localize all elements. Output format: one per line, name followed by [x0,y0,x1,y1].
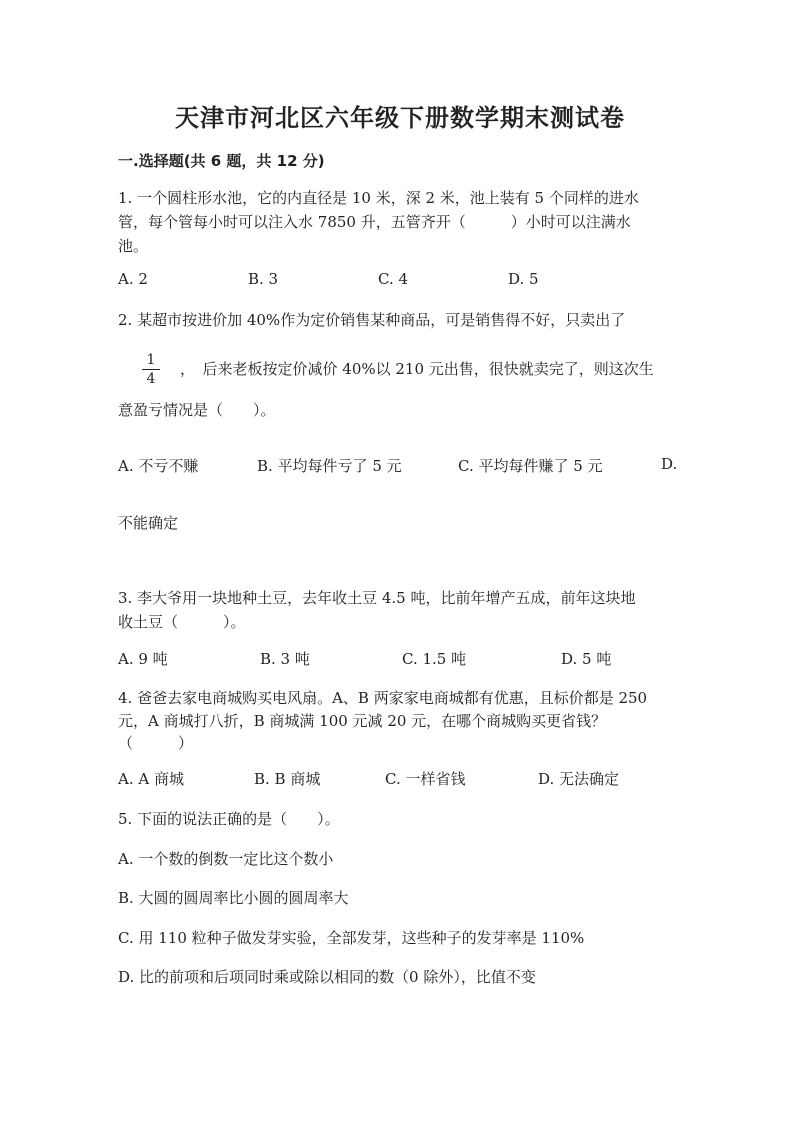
option-d-continued: 不能确定 [118,514,179,532]
option-c[interactable]: C. 一样省钱 [385,770,466,788]
option-c[interactable]: C. 1.5 吨 [402,650,467,668]
option-d[interactable]: D. 5 [508,270,539,288]
question-4-line-2: 元，A 商城打八折，B 商城满 100 元减 20 元，在哪个商城购买更省钱？ [118,712,607,730]
fraction-one-quarter [140,352,162,387]
option-b[interactable]: B. 3 吨 [260,650,310,668]
section-heading: 一.选择题(共 6 题，共 12 分) [118,152,325,170]
question-4-line-3: （ ） [118,734,194,752]
option-a[interactable]: A. 2 [118,270,148,288]
fraction-denominator: 4 [146,371,156,387]
exam-title: 天津市河北区六年级下册数学期末测试卷 [175,104,625,132]
question-2-line-3: 意盈亏情况是（ ）。 [118,401,276,419]
question-5-option-c[interactable]: C. 用 110 粒种子做发芽实验，全部发芽，这些种子的发芽率是 110% [118,929,585,947]
question-5-option-b[interactable]: B. 大圆的圆周率比小圆的圆周率大 [118,889,349,907]
question-5-option-a[interactable]: A. 一个数的倒数一定比这个数小 [118,850,334,868]
option-c[interactable]: C. 平均每件赚了 5 元 [458,457,603,475]
question-5-option-d[interactable]: D. 比的前项和后项同时乘或除以相同的数（0 除外），比值不变 [118,968,536,986]
option-d[interactable]: D. 无法确定 [538,770,620,788]
question-2-line-2: ， 后来老板按定价减价 40%以 210 元出售，很快就卖完了，则这次生 [180,360,654,378]
question-3-line-1: 3. 李大爷用一块地种土豆，去年收土豆 4.5 吨，比前年增产五成，前年这块地 [118,589,636,607]
option-a[interactable]: A. 不亏不赚 [118,457,199,475]
question-1-line-3: 池。 [118,237,149,255]
option-b[interactable]: B. 平均每件亏了 5 元 [257,457,402,475]
question-2-line-1: 2. 某超市按进价加 40%作为定价销售某种商品，可是销售得不好，只卖出了 [118,311,626,329]
option-a[interactable]: A. 9 吨 [118,650,168,668]
question-4-line-1: 4. 爸爸去家电商城购买电风扇。A、B 两家家电商城都有优惠，且标价都是 250 [118,689,648,707]
question-5-line-1: 5. 下面的说法正确的是（ ）。 [118,810,340,828]
question-1-line-1: 1. 一个圆柱形水池，它的内直径是 10 米，深 2 米，池上装有 5 个同样的进水 [118,189,639,207]
option-d[interactable]: D. 5 吨 [561,650,612,668]
option-d[interactable]: D. [661,455,678,473]
fraction-bar [142,369,160,370]
question-1-line-2: 管，每个管每小时可以注入水 7850 升，五管齐开（ ）小时可以注满水 [118,213,631,231]
option-b[interactable]: B. B 商城 [254,770,321,788]
option-b[interactable]: B. 3 [248,270,279,288]
option-c[interactable]: C. 4 [378,270,409,288]
fraction-numerator: 1 [146,352,156,368]
question-4-options [118,768,678,790]
question-3-options [118,648,678,670]
question-3-line-2: 收土豆（ ）。 [118,613,246,631]
option-a[interactable]: A. A 商城 [118,770,184,788]
question-2-options [118,455,680,477]
question-1-options [118,270,678,292]
